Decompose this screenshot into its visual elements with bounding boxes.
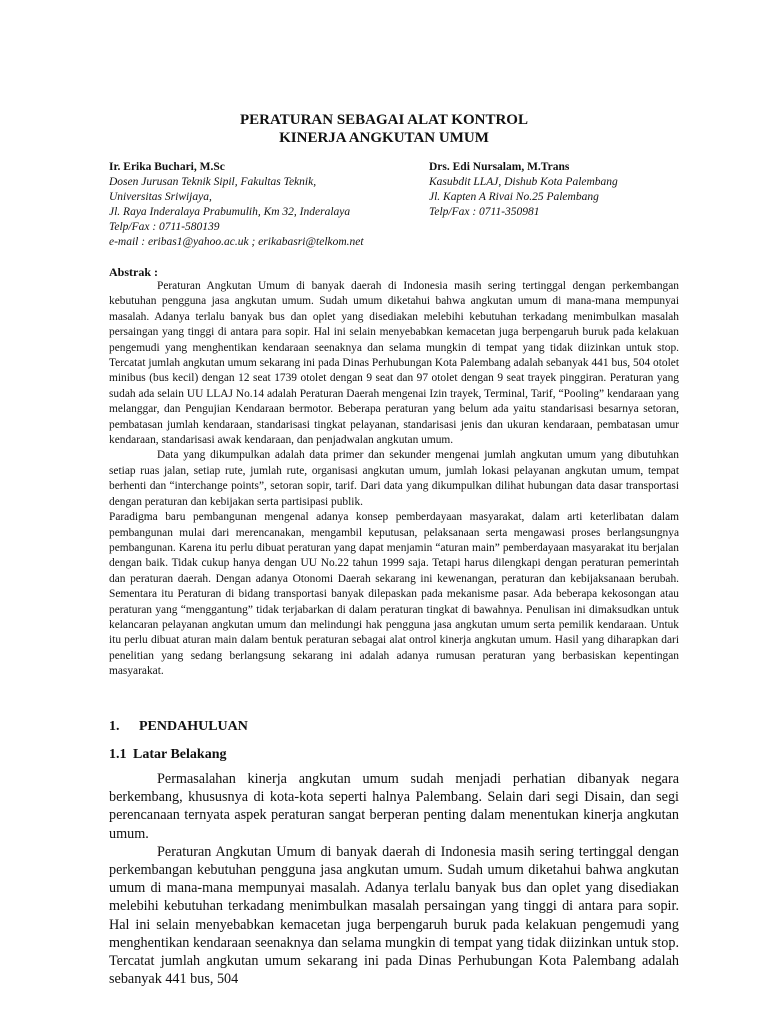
body-paragraph: Permasalahan kinerja angkutan umum sudah menjadi perhatian dibanyak negara berkembang, khususnya di kota-kota seperti halnya Palembang. Selain dari segi Disain, dan segi perencanaan ternyata aspek peraturan sangat berperan penting dalam menentukan kinerja angkutan umum.	[109, 771, 679, 842]
abstract-label: Abstrak :	[109, 265, 159, 279]
author-phone-line: Telp/Fax : 0711-350981	[429, 206, 540, 218]
author-email-line: e-mail : eribas1@yahoo.ac.uk ; erikabasri@telkom.net	[109, 236, 364, 248]
author-affiliation-line: Universitas Sriwijaya,	[109, 191, 212, 203]
author-name: Drs. Edi Nursalam, M.Trans	[429, 161, 570, 173]
body-text	[109, 770, 679, 988]
body-paragraph: Peraturan Angkutan Umum di banyak daerah di Indonesia masih sering tertinggal dengan perkembangan kebutuhan pengguna jasa angkutan umum. Sudah umum diketahui bahwa angkutan umum di mana-mana mempunyai masalah. Adanya terlalu banyak bus dan oplet yang disediakan melebihi kebutuhan terkadang menimbulkan masalah persaingan yang tinggi di antara para sopir. Hal ini selain menyebabkan kemacetan juga berpengaruh buruk pada kelakuan pengemudi yang menghentikan kendaraan seenaknya dan selama mungkin di tempat yang tidak diizinkan untuk stop. Tercatat jumlah angkutan umum sekarang ini pada Dinas Perhubungan Kota Palembang adalah sebanyak 441 bus, 504	[109, 843, 679, 988]
paper-title-line-1: PERATURAN SEBAGAI ALAT KONTROL	[240, 112, 528, 128]
abstract-body	[109, 279, 679, 680]
subsection-title: Latar Belakang	[133, 747, 227, 762]
author-affiliation-line: Dosen Jurusan Teknik Sipil, Fakultas Teknik,	[109, 176, 317, 188]
author-phone-line: Telp/Fax : 0711-580139	[109, 221, 220, 233]
author-block-1	[109, 160, 409, 250]
section-heading	[109, 718, 248, 736]
section-title: PENDAHULUAN	[139, 719, 248, 734]
author-name: Ir. Erika Buchari, M.Sc	[109, 161, 225, 173]
abstract-paragraph: Data yang dikumpulkan adalah data primer dan sekunder mengenai jumlah angkutan umum yang dibutuhkan setiap ruas jalan, setiap rute, jumlah rute, organisasi angkutan umum, jumlah lokasi pelayanan angkutan umum, tempat berhenti dan “interchange points”, setoran sopir, tarif. Dari data yang dikumpulkan dilihat hubungan data dasar transportasi dengan peraturan dan kebijakan serta partisipasi publik.	[109, 449, 679, 508]
author-affiliation-line: Kasubdit LLAJ, Dishub Kota Palembang	[429, 176, 618, 188]
subsection-heading	[109, 746, 226, 764]
author-block-2	[429, 160, 689, 220]
author-address-line: Jl. Kapten A Rivai No.25 Palembang	[429, 191, 599, 203]
abstract-paragraph: Peraturan Angkutan Umum di banyak daerah di Indonesia masih sering tertinggal dengan perkembangan kebutuhan pengguna jasa angkutan umum. Sudah umum diketahui bahwa angkutan umum di mana-mana mempunyai masalah. Adanya terlalu banyak bus dan oplet yang disediakan melebihi kebutuhan terkadang menimbulkan masalah persaingan yang tinggi di antara para sopir. Hal ini selain menyebabkan kemacetan juga berpengaruh buruk pada kelakuan pengemudi yang menghentikan kendaraan seenaknya dan selama mungkin di tempat yang tidak diizinkan untuk stop. Tercatat jumlah angkutan umum sekarang ini pada Dinas Perhubungan Kota Palembang adalah sebanyak 441 bus, 504 otolet minibus (bus kecil) dengan 12 seat 1739 otolet dengan 9 seat dan 97 otolet dengan 9 seat trayek pinggiran. Peraturan yang sudah ada selain UU LLAJ No.14 adalah Peraturan Daerah mengenai Izin trayek, Terminal, Tarif, “Pooling” kendaraan yang melanggar, dan Pengujian Kendaraan bermotor. Beberapa peraturan yang belum ada yaitu standarisasi besarnya setoran, pembatasan jumlah kendaraan, standarisasi tingkat pelayanan, standarisasi jenis dan ukuran kendaraan, pembatasan umur kendaraan, standarisasi awak kendaraan, dan penjadwalan angkutan umum.	[109, 280, 679, 447]
abstract-paragraph: Paradigma baru pembangunan mengenal adanya konsep pemberdayaan masyarakat, dalam arti keterlibatan dalam pembangunan mulai dari merencanakan, mengambil keputusan, pelaksanaan serta mengawasi proses berlangsungnya pembangunan. Karena itu perlu dibuat peraturan yang dapat menjamin “aturan main” pemberdayaan masyarakat itu berjalan dengan baik. Tidak cukup hanya dengan UU No.22 tahun 1999 saja. Tetapi harus dilengkapi dengan peraturan pemerintah dan peraturan daerah. Dengan adanya Otonomi Daerah sekarang ini kewenangan, peraturan dan kebijaksanaan berubah. Sementara itu Peraturan di bidang transportasi banyak dilepaskan pada mekanisme pasar. Ada beberapa kekosongan atau peraturan yang “menggantung” tidak terjabarkan di dalam peraturan tingkat di bawahnya. Penulisan ini dimaksudkan untuk kelancaran pelayanan angkutan umum dan melindungi hak pengguna jasa angkutan umum serta pemilik kendaraan. Untuk itu perlu dibuat aturan main dalam bentuk peraturan sebagai alat ontrol kinerja angkutan umum. Hasil yang diharapkan dari penelitian yang sedang berlangsung sekarang ini adalah adanya rumusan peraturan yang berbasiskan kepentingan masyarakat.	[109, 511, 679, 678]
subsection-number: 1.1	[109, 747, 127, 762]
paper-title-line-2: KINERJA ANGKUTAN UMUM	[279, 130, 489, 146]
section-number: 1.	[109, 719, 120, 734]
author-address-line: Jl. Raya Inderalaya Prabumulih, Km 32, Inderalaya	[109, 206, 351, 218]
